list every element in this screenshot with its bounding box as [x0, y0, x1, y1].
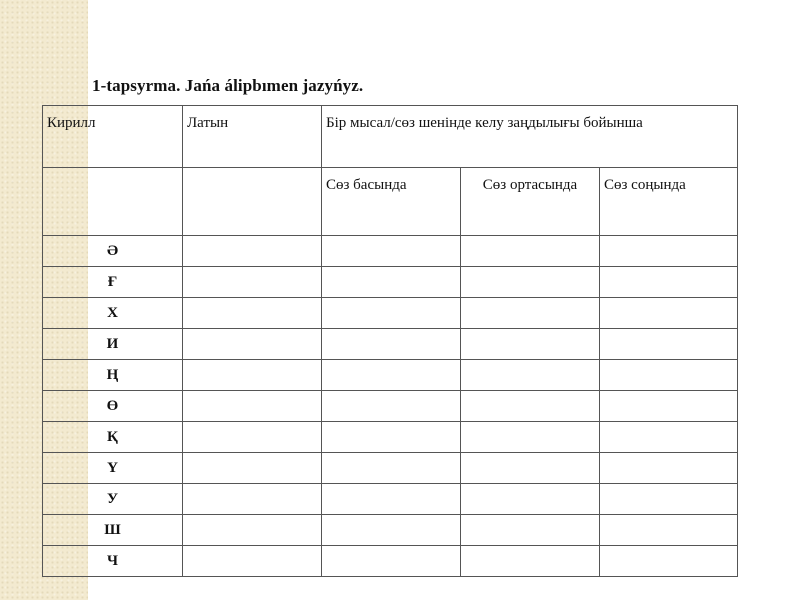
latin-answer-cell[interactable]: [183, 329, 322, 360]
cyrillic-letter-cell: Ғ: [43, 267, 183, 298]
word-start-cell[interactable]: [322, 453, 461, 484]
word-end-cell[interactable]: [600, 360, 738, 391]
table-row: [43, 453, 738, 484]
latin-answer-cell[interactable]: [183, 236, 322, 267]
latin-answer-cell[interactable]: [183, 298, 322, 329]
empty-cell: [43, 168, 183, 236]
cyrillic-letter-cell: Ң: [43, 360, 183, 391]
word-end-cell[interactable]: [600, 267, 738, 298]
cyrillic-letter-cell: У: [43, 484, 183, 515]
table-subheader-row: [43, 168, 738, 236]
header-latin: Латын: [183, 106, 322, 168]
table-header-row: [43, 106, 738, 168]
word-middle-cell[interactable]: [461, 484, 600, 515]
cyrillic-letter-cell: Қ: [43, 422, 183, 453]
word-start-cell[interactable]: [322, 236, 461, 267]
latin-answer-cell[interactable]: [183, 484, 322, 515]
latin-answer-cell[interactable]: [183, 515, 322, 546]
word-middle-cell[interactable]: [461, 360, 600, 391]
cyrillic-letter-cell: Х: [43, 298, 183, 329]
table-row: [43, 236, 738, 267]
header-example: Бір мысал/сөз шенінде келу заңдылығы бойынша: [322, 106, 738, 168]
word-end-cell[interactable]: [600, 391, 738, 422]
table-row: [43, 267, 738, 298]
alphabet-table: [42, 105, 738, 577]
word-start-cell[interactable]: [322, 422, 461, 453]
latin-answer-cell[interactable]: [183, 453, 322, 484]
word-end-cell[interactable]: [600, 546, 738, 577]
word-middle-cell[interactable]: [461, 422, 600, 453]
table-row: [43, 329, 738, 360]
word-end-cell[interactable]: [600, 484, 738, 515]
latin-answer-cell[interactable]: [183, 546, 322, 577]
word-middle-cell[interactable]: [461, 453, 600, 484]
subheader-word-middle: Сөз ортасында: [461, 168, 600, 236]
subheader-word-end: Сөз соңында: [600, 168, 738, 236]
word-end-cell[interactable]: [600, 298, 738, 329]
table-row: [43, 360, 738, 391]
latin-answer-cell[interactable]: [183, 267, 322, 298]
word-end-cell[interactable]: [600, 236, 738, 267]
word-start-cell[interactable]: [322, 546, 461, 577]
word-end-cell[interactable]: [600, 329, 738, 360]
word-middle-cell[interactable]: [461, 329, 600, 360]
empty-cell: [183, 168, 322, 236]
cyrillic-letter-cell: Ө: [43, 391, 183, 422]
table-row: [43, 391, 738, 422]
word-start-cell[interactable]: [322, 484, 461, 515]
word-start-cell[interactable]: [322, 515, 461, 546]
word-start-cell[interactable]: [322, 360, 461, 391]
word-middle-cell[interactable]: [461, 236, 600, 267]
cyrillic-letter-cell: Ү: [43, 453, 183, 484]
latin-answer-cell[interactable]: [183, 391, 322, 422]
table-row: [43, 515, 738, 546]
word-end-cell[interactable]: [600, 422, 738, 453]
word-start-cell[interactable]: [322, 329, 461, 360]
table-row: [43, 484, 738, 515]
word-middle-cell[interactable]: [461, 546, 600, 577]
word-end-cell[interactable]: [600, 515, 738, 546]
word-start-cell[interactable]: [322, 391, 461, 422]
table-row: [43, 298, 738, 329]
word-middle-cell[interactable]: [461, 515, 600, 546]
header-cyrillic: Кирилл: [43, 106, 183, 168]
task-title: 1-tapsyrma. Jańa álipbımen jazyńyz.: [92, 76, 364, 95]
table-row: [43, 546, 738, 577]
cyrillic-letter-cell: Ә: [43, 236, 183, 267]
word-end-cell[interactable]: [600, 453, 738, 484]
cyrillic-letter-cell: Ш: [43, 515, 183, 546]
latin-answer-cell[interactable]: [183, 360, 322, 391]
cyrillic-letter-cell: Ч: [43, 546, 183, 577]
word-start-cell[interactable]: [322, 298, 461, 329]
subheader-word-start: Сөз басында: [322, 168, 461, 236]
word-middle-cell[interactable]: [461, 391, 600, 422]
latin-answer-cell[interactable]: [183, 422, 322, 453]
table-row: [43, 422, 738, 453]
word-middle-cell[interactable]: [461, 267, 600, 298]
word-middle-cell[interactable]: [461, 298, 600, 329]
cyrillic-letter-cell: И: [43, 329, 183, 360]
word-start-cell[interactable]: [322, 267, 461, 298]
